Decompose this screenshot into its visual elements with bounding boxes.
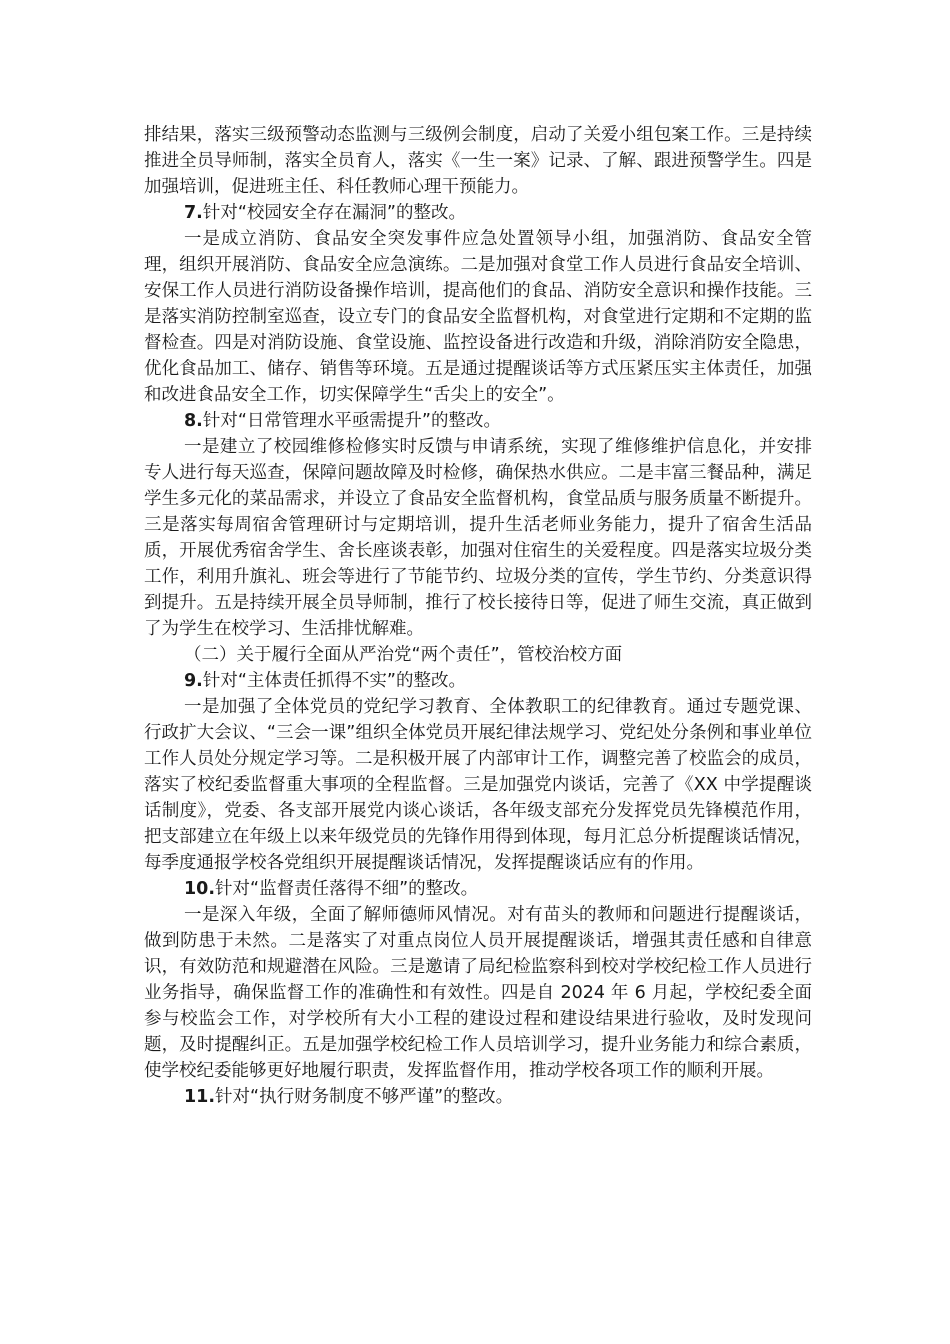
paragraph-continuation: 排结果，落实三级预警动态监测与三级例会制度，启动了关爱小组包案工作。三是持续推进全员导师制，落实全员育人，落实《一生一案》记录、了解、跟进预警学生。四是加强培训，促进班主任、科任教师心理干预能力。 (144, 125, 812, 197)
heading-text: 针对“监督责任落得不细”的整改。 (215, 879, 479, 899)
heading-text: 针对“执行财务制度不够严谨”的整改。 (215, 1087, 514, 1107)
paragraph-main-responsibility: 一是加强了全体党员的党纪学习教育、全体教职工的纪律教育。通过专题党课、行政扩大会议、“三会一课”组织全体党员开展纪律法规学习、党纪处分条例和事业单位工作人员处分规定学习等。二是积极开展了内部审计工作，调整完善了校监会的成员，落实了校纪委监督重大事项的全程监督。三是加强党内谈话，完善了《XX 中学提醒谈话制度》，党委、各支部开展党内谈心谈话，各年级支部充分发挥党员先锋模范作用，把支部建立在年级上以来年级党员的先锋作用得到体现，每月汇总分析提醒谈话情况，每季度通报学校各党组织开展提醒谈话情况，发挥提醒谈话应有的作用。 (144, 697, 812, 873)
heading-number: 11. (184, 1087, 216, 1107)
heading-number: 10. (184, 879, 216, 899)
document-page (144, 122, 812, 1110)
heading-text: 针对“日常管理水平亟需提升”的整改。 (202, 411, 501, 431)
paragraph-supervision-responsibility: 一是深入年级，全面了解师德师风情况。对有苗头的教师和问题进行提醒谈话，做到防患于未然。二是落实了对重点岗位人员开展提醒谈话，增强其责任感和自律意识，有效防范和规避潜在风险。三是邀请了局纪检监察科到校对学校纪检工作人员进行业务指导，确保监督工作的准确性和有效性。四是自 2024 年 6 月起，学校纪委全面参与校监会工作，对学校所有大小工程的建设过程和建设结果进行验收，及时发现问题，及时提醒纠正。五是加强学校纪检工作人员培训学习，提升业务能力和综合素质，使学校纪委能够更好地履行职责，发挥监督作用，推动学校各项工作的顺利开展。 (144, 905, 812, 1081)
paragraph-campus-safety: 一是成立消防、食品安全突发事件应急处置领导小组，加强消防、食品安全管理，组织开展消防、食品安全应急演练。二是加强对食堂工作人员进行食品安全培训、安保工作人员进行消防设备操作培训，提高他们的食品、消防安全意识和操作技能。三是落实消防控制室巡查，设立专门的食品安全监督机构，对食堂进行定期和不定期的监督检查。四是对消防设施、食堂设施、监控设备进行改造和升级，消除消防安全隐患，优化食品加工、储存、销售等环境。五是通过提醒谈话等方式压紧压实主体责任，加强和改进食品安全工作，切实保障学生“舌尖上的安全”。 (144, 229, 812, 405)
section-heading-9 (144, 668, 812, 694)
subsection-heading-2: （二）关于履行全面从严治党“两个责任”，管校治校方面 (184, 645, 623, 665)
heading-text: 针对“主体责任抓得不实”的整改。 (202, 671, 466, 691)
section-heading-8 (144, 408, 812, 434)
paragraph-daily-management: 一是建立了校园维修检修实时反馈与申请系统，实现了维修维护信息化，并安排专人进行每天巡查，保障问题故障及时检修，确保热水供应。二是丰富三餐品种，满足学生多元化的菜品需求，并设立了食品安全监督机构，食堂品质与服务质量不断提升。三是落实每周宿舍管理研讨与定期培训，提升生活老师业务能力，提升了宿舍生活品质，开展优秀宿舍学生、舍长座谈表彰，加强对住宿生的关爱程度。四是落实垃圾分类工作，利用升旗礼、班会等进行了节能节约、垃圾分类的宣传，学生节约、分类意识得到提升。五是持续开展全员导师制，推行了校长接待日等，促进了师生交流，真正做到了为学生在校学习、生活排忧解难。 (144, 437, 812, 639)
section-heading-7 (144, 200, 812, 226)
heading-number: 8. (184, 411, 203, 431)
heading-text: 针对“校园安全存在漏洞”的整改。 (202, 203, 466, 223)
section-heading-10 (144, 876, 812, 902)
heading-number: 9. (184, 671, 203, 691)
section-heading-11 (144, 1084, 812, 1110)
heading-number: 7. (184, 203, 203, 223)
